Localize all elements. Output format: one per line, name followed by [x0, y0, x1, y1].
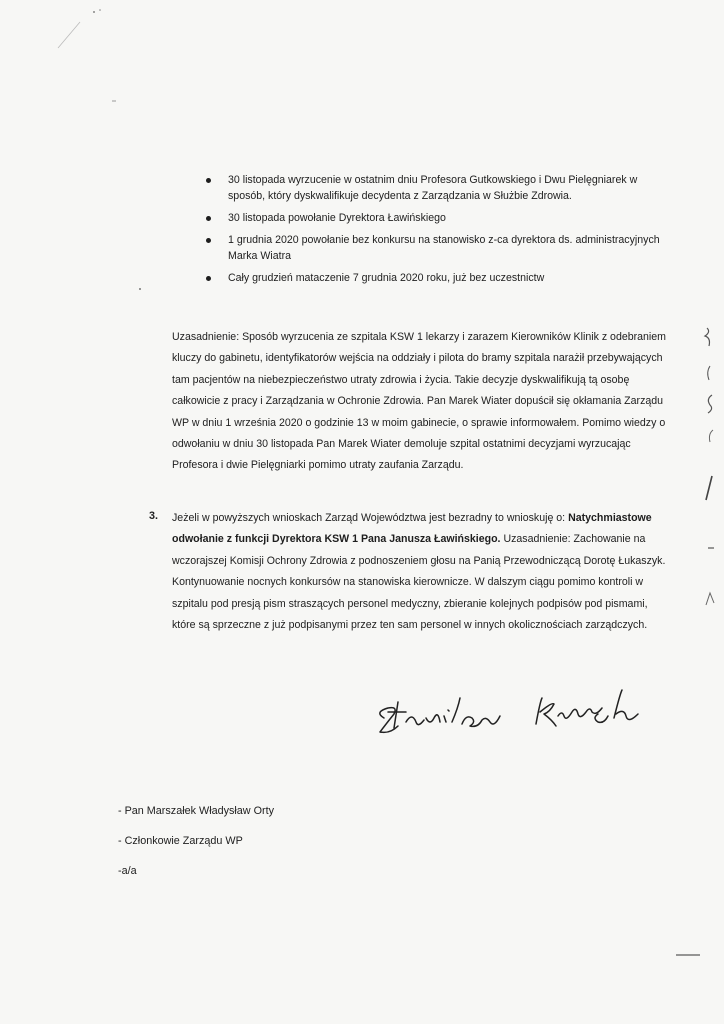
list-item: 30 listopada wyrzucenie w ostatnim dniu Profesora Gutkowskiego i Dwu Pielęgniarek w sposób, który dyskwalifikuje decydenta z Zarządzania w Służbie Zdrowia. — [200, 172, 670, 204]
section-3-intro: Jeżeli w powyższych wnioskach Zarząd Województwa jest bezradny to wnioskuję o: — [172, 512, 566, 524]
recipient-item: - Członkowie Zarządu WP — [118, 835, 243, 847]
section-3-paragraph — [172, 508, 672, 636]
section-3-request: Natychmiastowe odwołanie z funkcji Dyrektora KSW 1 Pana Janusza Ławińskiego. — [172, 512, 652, 546]
bullet-icon — [206, 216, 211, 221]
bullet-list — [200, 172, 670, 292]
recipients-list — [118, 803, 274, 893]
handwritten-signature — [372, 688, 662, 744]
section-3-justification: Uzasadnienie: Zachowanie na wczorajszej Komisji Ochrony Zdrowia z podnoszeniem głosu na Panią Przewodniczącą Dorotę Łukaszyk. Kontynuowanie nocnych konkursów na stanowiska kierownicze. W dalszym ciągu pomimo kontroli w szpitalu pod presją pism straszących personel medyczny, zbieranie kolejnych podpisów pod pismami, które są sprzeczne z już podpisanymi przez ten sam personel w innych okolicznościach zarządczych. — [172, 533, 666, 632]
bullet-icon — [206, 178, 211, 183]
section-number: 3. — [149, 510, 159, 522]
recipient-item: -a/a — [118, 865, 137, 877]
recipient-item: - Pan Marszałek Władysław Orty — [118, 805, 274, 817]
list-item: Cały grudzień mataczenie 7 grudnia 2020 roku, już bez uczestnictw — [200, 270, 670, 286]
list-item: 30 listopada powołanie Dyrektora Ławińskiego — [200, 210, 670, 226]
bullet-icon — [206, 238, 211, 243]
list-item: 1 grudnia 2020 powołanie bez konkursu na stanowisko z-ca dyrektora ds. administracyjnych Marka Wiatra — [200, 232, 670, 264]
justification-paragraph: Uzasadnienie: Sposób wyrzucenia ze szpitala KSW 1 lekarzy i zarazem Kierowników Klinik z odebraniem kluczy do gabinetu, identyfikatorów wejścia na oddziały i pilota do bramy szpitala narażił przebywających tam pacjentów na niebezpieczeństwo utraty zdrowia i życia. Takie decyzje dyskwalifikują tą osobę całkowicie z pracy i Zarządzania w Ochronie Zdrowia. Pan Marek Wiater dopuścił się okłamania Zarządu WP w dniu 1 września 2020 o godzinie 13 w moim gabinecie, o sprawie informowałem. Pomimo wiedzy o odwołaniu w dniu 30 listopada Pan Marek Wiater demoluje szpital ostatnimi decyzjami wyrzucając Profesora i dwie Pielęgniarki pomimo utraty zaufania Zarządu. — [172, 331, 667, 472]
bullet-icon — [206, 276, 211, 281]
